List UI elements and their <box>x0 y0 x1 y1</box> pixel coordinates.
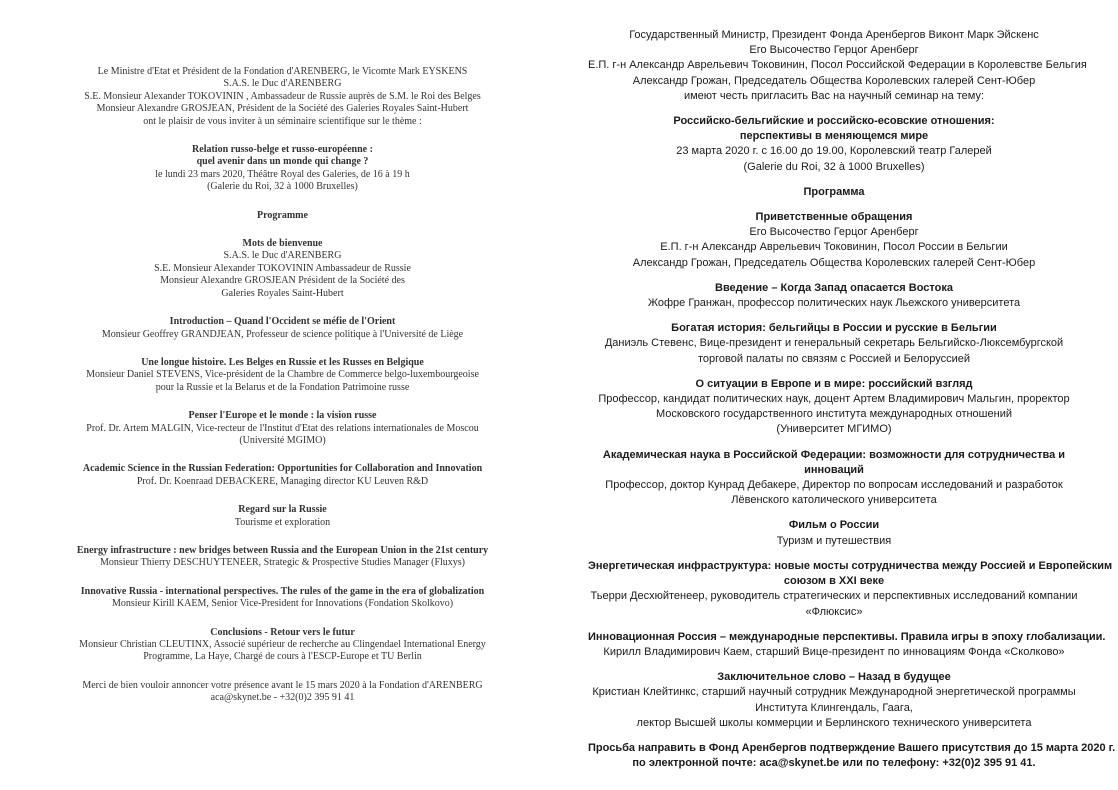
heading-line: перспективы в меняющемся мире <box>739 130 929 143</box>
text-line: pour la Russie et la Belarus et de la Fondation Patrimoine russe <box>155 381 410 393</box>
text-line: Жофре Гранжан, профессор политических наук Льежского университета <box>647 297 1021 310</box>
text-block <box>55 586 510 611</box>
text-line: Merci de bien vouloir annoncer votre présence avant le 15 mars 2020 à la Fondation d'ARENBERG <box>82 679 483 691</box>
text-line: Monsieur Kirill KAEM, Senior Vice-President for Innovations (Fondation Skolkovo) <box>111 598 454 610</box>
heading-line: Une longue histoire. Les Belges en Russie et les Russes en Belgique <box>141 356 424 368</box>
heading-line: Инновационная Россия – международные перспективы. Правила игры в эпоху глобализации. <box>588 630 1106 643</box>
text-block <box>588 210 1080 271</box>
text-line: le lundi 23 mars 2020, Théâtre Royal des Galeries, de 16 à 19 h <box>155 168 410 180</box>
heading-line: Academic Science in the Russian Federation: Opportunities for Collaboration and Innovation <box>82 463 483 475</box>
text-line: имеют честь пригласить Вас на научный семинар на тему: <box>683 89 985 102</box>
text-block <box>55 463 510 488</box>
text-line: (Университет МГИМО) <box>776 423 892 436</box>
text-line: Лёвенского католического университета <box>731 494 937 507</box>
heading-line: Mots de bienvenue <box>242 238 323 250</box>
text-line: Александр Грожан, Председатель Общества Королевских галерей Сент-Юбер <box>632 256 1036 269</box>
text-line: (Université MGIMO) <box>239 434 326 446</box>
text-block <box>588 377 1080 438</box>
text-line: Даниэль Стевенс, Вице-президент и генеральный секретарь Бельгийско-Люксембургской <box>604 337 1064 350</box>
text-block <box>588 518 1080 548</box>
heading-line: по электронной почте: aca@skynet.be или по телефону: +32(0)2 395 91 41. <box>632 757 1036 770</box>
text-line: Его Высочество Герцог Аренберг <box>749 44 919 57</box>
text-block <box>55 316 510 341</box>
text-line: Туризм и путешествия <box>776 534 892 547</box>
heading-line: Relation russo-belge et russo-européenne : <box>192 144 373 156</box>
text-block <box>588 321 1080 367</box>
heading-line: Академическая наука в Российской Федерации: возможности для сотрудничества и <box>602 448 1066 461</box>
text-line: S.A.S. le Duc d'ARENBERG <box>223 78 342 90</box>
heading-line: Введение – Когда Запад опасается Востока <box>715 281 953 294</box>
heading-line: Introduction – Quand l'Occident se méfie de l'Orient <box>169 316 396 328</box>
text-block <box>55 210 510 222</box>
text-block <box>588 281 1080 311</box>
text-line: Профессор, кандидат политических наук, доцент Артем Владимирович Мальгин, проректор <box>598 393 1070 406</box>
text-block <box>55 680 510 705</box>
heading-line: Приветственные обращения <box>755 211 913 224</box>
text-line: Monsieur Alexandre GROSJEAN Président de la Société des <box>160 275 405 287</box>
text-line: лектор Высшей школы коммерции и Берлинского технического университета <box>636 716 1032 729</box>
text-block <box>588 559 1113 620</box>
text-block <box>588 114 1080 175</box>
text-line: Monsieur Alexandre GROSJEAN, Président de la Société des Galeries Royales Saint-Hubert <box>96 103 469 115</box>
text-block <box>588 630 1106 660</box>
text-block <box>588 448 1080 509</box>
text-block <box>55 545 510 570</box>
text-block <box>588 670 1080 731</box>
text-line: «Флюксис» <box>805 605 863 618</box>
text-line: Кирилл Владимирович Каем, старший Вице-президент по инновациям Фонда «Сколково» <box>603 645 1065 658</box>
heading-line: Penser l'Europe et le monde : la vision russe <box>188 410 377 422</box>
text-line: Monsieur Thierry DESCHUYTENEER, Strategic & Prospective Studies Manager (Fluxys) <box>99 557 466 569</box>
heading-line: Энергетическая инфраструктура: новые мосты сотрудничества между Россией и Европейским <box>588 559 1113 572</box>
text-block <box>55 238 510 300</box>
russian-invitation-column <box>588 28 1116 771</box>
heading-line: Просьба направить в Фонд Аренбергов подтверждение Вашего присутствия до 15 марта 2020 г. <box>588 741 1116 754</box>
text-line: Е.П. г-н Александр Аврельевич Токовинин, Посол Российской Федерации в Королевстве Бельгия <box>588 59 1087 72</box>
text-line: Monsieur Christian CLEUTINX, Associé supérieur de recherche au Clingendael International Energy <box>79 639 486 650</box>
text-line: Его Высочество Герцог Аренберг <box>749 226 919 239</box>
text-line: (Galerie du Roi, 32 à 1000 Bruxelles) <box>207 181 358 193</box>
text-block <box>588 741 1116 771</box>
text-block <box>55 357 510 394</box>
text-line: торговой палаты по связям с Россией и Белоруссией <box>698 352 970 365</box>
text-line: (Galerie du Roi, 32 à 1000 Bruxelles) <box>743 160 925 173</box>
text-line: Monsieur Daniel STEVENS, Vice-président de la Chambre de Commerce belgo-luxembourgeoise <box>86 369 479 381</box>
heading-line: Programme <box>257 209 308 221</box>
heading-line: Фильм о России <box>788 519 880 532</box>
heading-line: Regard sur la Russie <box>238 504 327 516</box>
text-line: Prof. Dr. Koenraad DEBACKERE, Managing director KU Leuven R&D <box>136 475 429 487</box>
heading-line: Российско-бельгийские и российско-есовские отношения: <box>673 115 995 128</box>
text-line: Тьерри Десхюйтенеер, руководитель стратегических и перспективных исследований компании <box>590 590 1078 603</box>
text-line: aca@skynet.be - +32(0)2 395 91 41 <box>210 692 355 704</box>
text-line: ont le plaisir de vous inviter à un séminaire scientifique sur le thème : <box>143 115 422 127</box>
text-line: Профессор, доктор Кунрад Дебакере, Директор по вопросам исследований и разработок <box>605 479 1063 492</box>
text-block <box>55 504 510 529</box>
text-line: Prof. Dr. Artem MALGIN, Vice-recteur de l'Institut d'Etat des relations internationales de Moscou <box>86 422 479 434</box>
heading-line: Богатая история: бельгийцы в России и русские в Бельгии <box>671 322 997 335</box>
heading-line: Energy infrastructure : new bridges between Russia and the European Union in the 21st century <box>76 544 489 556</box>
text-block <box>55 66 510 128</box>
heading-line: Заключительное слово – Назад в будущее <box>717 671 951 684</box>
text-line: 23 марта 2020 г. с 16.00 до 19.00, Королевский театр Галерей <box>676 145 992 158</box>
text-line: Programme, La Haye, Chargé de cours à l'ESCP-Europe et TU Berlin <box>143 651 422 663</box>
text-line: S.E. Monsieur Alexander TOKOVININ , Ambassadeur de Russie auprès de S.M. le Roi des Belges <box>84 90 481 102</box>
heading-line: quel avenir dans un monde qui change ? <box>196 156 369 168</box>
text-line: Е.П. г-н Александр Аврельевич Токовинин, Посол России в Бельгии <box>660 241 1008 254</box>
text-line: Института Клингендаль, Гаага, <box>755 701 913 714</box>
text-block <box>588 185 1080 200</box>
text-block <box>55 410 510 447</box>
heading-line: О ситуации в Европе и в мире: российский взгляд <box>695 377 973 390</box>
text-line: Monsieur Geoffrey GRANDJEAN, Professeur de science politique à l'Université de Liège <box>101 328 464 340</box>
text-line: S.A.S. le Duc d'ARENBERG <box>223 250 342 262</box>
heading-line: Conclusions - Retour vers le futur <box>210 626 355 638</box>
text-line: Galeries Royales Saint-Hubert <box>221 287 344 299</box>
text-line: Александр Грожан, Председатель Общества Королевских галерей Сент-Юбер <box>632 74 1036 87</box>
heading-line: Innovative Russia - international perspectives. The rules of the game in the era of globalization <box>80 585 485 597</box>
heading-line: инноваций <box>804 463 864 476</box>
text-block <box>588 28 1087 104</box>
heading-line: Программа <box>803 185 865 198</box>
french-invitation-column <box>55 66 510 705</box>
text-block <box>55 627 510 664</box>
text-line: S.E. Monsieur Alexander TOKOVININ Ambassadeur de Russie <box>154 262 411 274</box>
text-line: Le Ministre d'Etat et Président de la Fondation d'ARENBERG, le Vicomte Mark EYSKENS <box>97 66 468 77</box>
text-line: Кристиан Клейтинкс, старший научный сотрудник Международной энергетической программы <box>592 686 1076 699</box>
text-block <box>55 144 510 194</box>
text-line: Московского государственного института международных отношений <box>656 408 1012 421</box>
text-line: Tourisme et exploration <box>234 516 331 528</box>
heading-line: союзом в XXI веке <box>783 575 885 588</box>
text-line: Государственный Министр, Президент Фонда Аренбергов Виконт Марк Эйскенс <box>629 29 1039 41</box>
